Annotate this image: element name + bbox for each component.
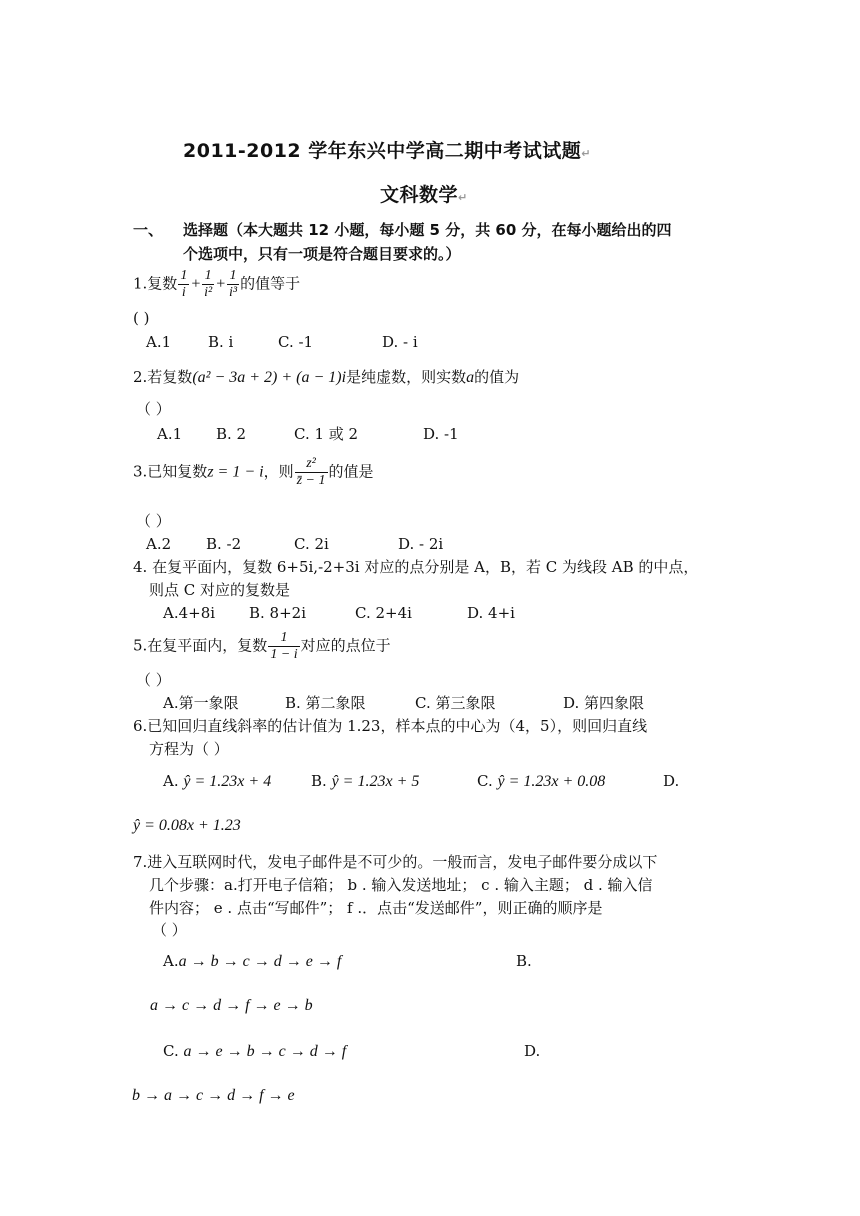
page-subtitle: 文科数学↵ (380, 184, 468, 206)
option-b: B. 8+2i (249, 604, 307, 622)
question-1: 1.复数 $\frac{1}{i}$ + $\frac{1}{\text{i²}}$ + $\frac{1}{\text{i³}}$ 的值等于 (133, 268, 301, 300)
option-d: b → a → c → d → f → e (132, 1087, 295, 1104)
answer-paren: （ ） (136, 400, 171, 418)
answer-paren: （ ） (152, 921, 187, 939)
fraction: $\frac{1}{i}$ (180, 268, 188, 300)
option-c: C. 2+4i (355, 604, 412, 622)
option-d: D. 4+i (467, 604, 515, 622)
option-a: A.a → b → c → d → e → f (163, 952, 342, 970)
option-d: D. 第四象限 (563, 694, 645, 712)
return-mark-icon: ↵ (581, 147, 591, 160)
option-b: B. i (208, 333, 234, 351)
option-b: B. ŷ = 1.23x + 5 (311, 772, 420, 790)
option-a: A. ŷ = 1.23x + 4 (163, 772, 272, 790)
option-c: C. a → e → b → c → d → f (163, 1042, 347, 1060)
option-a: A.1 (146, 333, 172, 351)
question-7-line2: 几个步骤：a.打开电子信箱； b . 输入发送地址； c . 输入主题； d . 输入信 (149, 876, 653, 894)
option-d: ŷ = 0.08x + 1.23 (133, 817, 241, 834)
question-7-line3: 件内容； e . 点击“写邮件”； f .．点击“发送邮件”，则正确的顺序是 (149, 899, 603, 917)
option-a: A.第一象限 (163, 694, 239, 712)
return-mark-icon: ↵ (458, 191, 468, 204)
question-4-line1: 4. 在复平面内，复数 6+5i,-2+3i 对应的点分别是 A，B，若 C 为线段 AB 的中点， (133, 558, 699, 576)
page-title: 2011-2012 学年东兴中学高二期中考试试题↵ (183, 140, 591, 162)
question-5: 5.在复平面内，复数 $\frac{1}{1 - i}$ 对应的点位于 (133, 630, 391, 662)
question-7-line1: 7.进入互联网时代，发电子邮件是不可少的。一般而言，发电子邮件要分成以下 (133, 853, 658, 871)
option-d-label: D. (524, 1042, 541, 1060)
option-d-label: D. (663, 772, 680, 790)
section-heading-line2: 个选项中，只有一项是符合题目要求的。） (183, 245, 461, 263)
answer-paren: ( ) (133, 309, 150, 327)
option-c: C. ŷ = 1.23x + 0.08 (477, 772, 606, 790)
question-6-line1: 6.已知回归直线斜率的估计值为 1.23，样本点的中心为（4，5），则回归直线 (133, 717, 648, 735)
question-4-line2: 则点 C 对应的复数是 (149, 581, 291, 599)
option-b: B. -2 (206, 535, 242, 553)
option-d: D. - 2i (398, 535, 444, 553)
question-3: 3.已知复数z = 1 − i，则 $\frac{\text{z²}}{z̄ - 1}$ 的值是 (133, 456, 374, 488)
section-heading-line1: 选择题（本大题共 12 小题，每小题 5 分，共 60 分，在每小题给出的四 (183, 221, 672, 239)
option-d: D. -1 (423, 425, 459, 443)
option-b-label: B. (516, 952, 532, 970)
question-6-line2: 方程为（ ） (149, 740, 229, 758)
option-c: C. -1 (278, 333, 314, 351)
answer-paren: （ ） (136, 512, 171, 530)
option-b: B. 第二象限 (285, 694, 366, 712)
question-2: 2.若复数(a² − 3a + 2) + (a − 1)i是纯虚数，则实数a的值为 (133, 368, 520, 386)
fraction: $\frac{1}{\text{i³}}$ (229, 268, 238, 300)
option-a: A.1 (157, 425, 183, 443)
fraction: $\frac{1}{\text{i²}}$ (204, 268, 213, 300)
option-b: a → c → d → f → e → b (150, 997, 313, 1014)
option-d: D. - i (382, 333, 418, 351)
fraction: $\frac{\text{z²}}{z̄ - 1}$ (296, 456, 326, 488)
option-c: C. 2i (294, 535, 329, 553)
option-c: C. 第三象限 (415, 694, 496, 712)
option-c: C. 1 或 2 (294, 425, 359, 443)
fraction: $\frac{1}{1 - i}$ (270, 630, 298, 662)
answer-paren: （ ） (136, 671, 171, 689)
option-a: A.2 (146, 535, 172, 553)
option-a: A.4+8i (163, 604, 216, 622)
option-b: B. 2 (216, 425, 247, 443)
section-number: 一、 (133, 221, 164, 239)
